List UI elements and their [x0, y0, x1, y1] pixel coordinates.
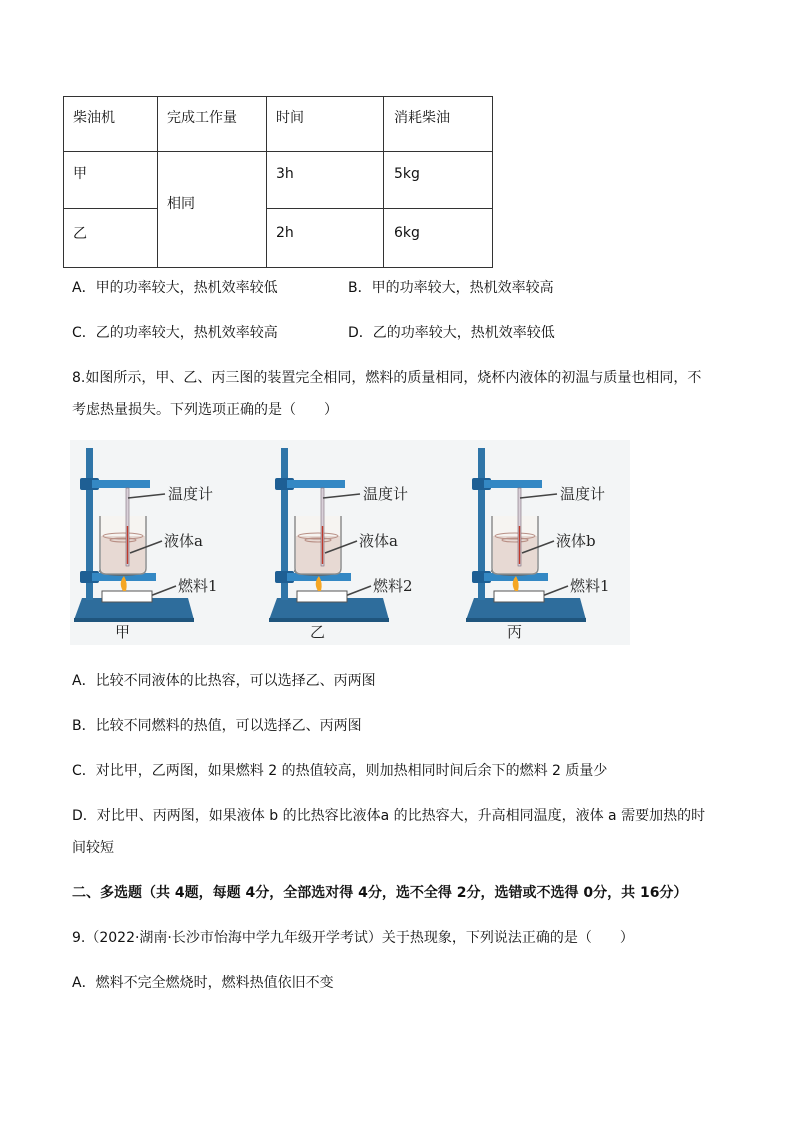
row-time-yi: 2h [276, 225, 294, 241]
q9-stem: 9.（2022·湖南·长沙市怡海中学九年级开学考试）关于热现象，下列说法正确的是（ ） [72, 930, 634, 946]
panel-caption: 甲 [115, 623, 131, 641]
q7-option-a: A．甲的功率较大，热机效率较低 [72, 280, 278, 296]
engine-table [63, 96, 493, 268]
row-engine-jia: 甲 [73, 166, 87, 182]
section-heading: 二、多选题（共 4题，每题 4分，全部选对得 4分，选不全得 2分，选错或不选得 0分，共 16分） [72, 885, 688, 901]
q7-option-c: C．乙的功率较大，热机效率较高 [72, 325, 278, 341]
fuel-label: 燃料1 [570, 577, 610, 595]
liquid-label: 液体a [359, 532, 398, 550]
q8-option-b: B．比较不同燃料的热值，可以选择乙、丙两图 [72, 718, 362, 734]
q8-option-c: C．对比甲，乙两图，如果燃料 2 的热值较高，则加热相同时间后余下的燃料 2 质量少 [72, 763, 608, 779]
thermometer-label: 温度计 [560, 485, 606, 503]
row-fuel-yi: 6kg [394, 225, 420, 241]
row-time-jia: 3h [276, 166, 294, 182]
clamp-arm [92, 480, 150, 488]
fuel-burner [102, 591, 152, 602]
row-work-same: 相同 [167, 196, 195, 212]
q7-option-b: B．甲的功率较大，热机效率较高 [348, 280, 554, 296]
header-fuel: 消耗柴油 [394, 110, 450, 126]
q8-stem-line1: 8.如图所示，甲、乙、丙三图的装置完全相同，燃料的质量相同，烧杯内液体的初温与质量也相同，不 [72, 370, 702, 386]
row-engine-yi: 乙 [73, 226, 87, 242]
q8-option-d-line1: D．对比甲、丙两图，如果液体 b 的比热容比液体a 的比热容大，升高相同温度，液体 a 需要加热的时 [72, 808, 706, 824]
q8-option-a: A．比较不同液体的比热容，可以选择乙、丙两图 [72, 673, 376, 689]
header-engine: 柴油机 [73, 110, 115, 126]
liquid-label: 液体a [164, 532, 203, 550]
q7-option-d: D．乙的功率较大，热机效率较低 [348, 325, 555, 341]
thermometer-label: 温度计 [168, 485, 214, 503]
fuel-burner [494, 591, 544, 602]
q8-stem-line2: 考虑热量损失。下列选项正确的是（ ） [72, 402, 338, 418]
liquid-label: 液体b [556, 532, 596, 550]
q8-apparatus-figure [70, 440, 630, 645]
panel-caption: 乙 [310, 623, 326, 641]
fuel-burner [297, 591, 347, 602]
clamp-arm [484, 480, 542, 488]
row-fuel-jia: 5kg [394, 166, 420, 182]
clamp-arm [287, 480, 345, 488]
q8-option-d-line2: 间较短 [72, 840, 114, 856]
header-time: 时间 [276, 110, 304, 126]
header-work: 完成工作量 [167, 110, 237, 126]
thermometer-label: 温度计 [363, 485, 409, 503]
fuel-label: 燃料1 [178, 577, 218, 595]
fuel-label: 燃料2 [373, 577, 413, 595]
panel-caption: 丙 [507, 623, 523, 641]
q9-option-a: A．燃料不完全燃烧时，燃料热值依旧不变 [72, 975, 334, 991]
